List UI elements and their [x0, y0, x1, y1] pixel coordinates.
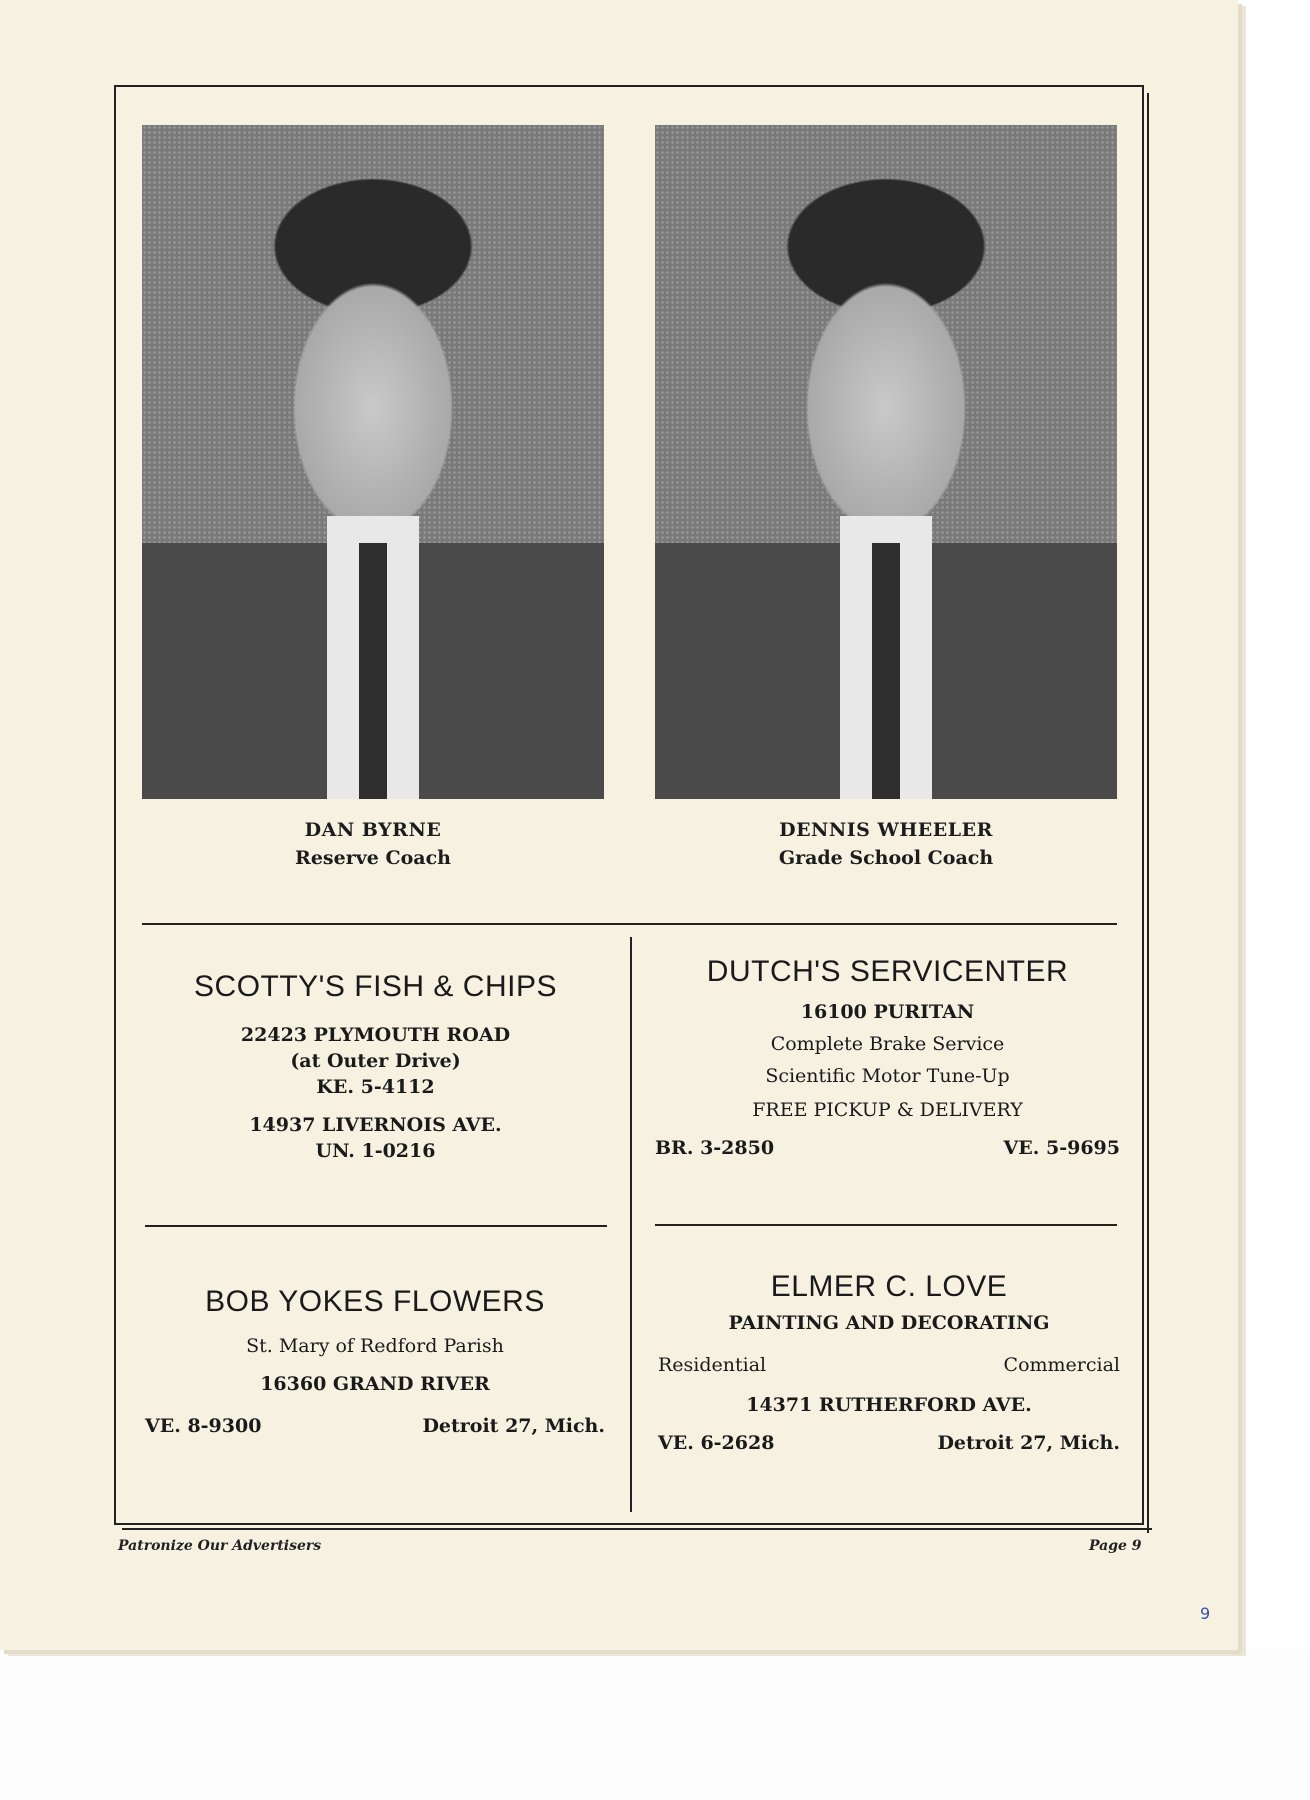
- ad-phone: VE. 6-2628: [658, 1432, 775, 1454]
- ad-phone: VE. 8-9300: [145, 1415, 262, 1437]
- ad-address: 14371 RUTHERFORD AVE.: [746, 1394, 1032, 1416]
- coach-caption-1: [142, 816, 604, 872]
- scanner-bed: [0, 1650, 1310, 1800]
- coach-photo-dan-byrne: [142, 125, 604, 799]
- ad-phone: KE. 5-4112: [316, 1076, 435, 1098]
- footer-patronize: Patronize Our Advertisers: [118, 1538, 322, 1554]
- ad-address: 14937 LIVERNOIS AVE.: [249, 1114, 502, 1136]
- ad-trade: PAINTING AND DECORATING: [728, 1312, 1050, 1334]
- coach-photo-dennis-wheeler: [655, 125, 1117, 799]
- ad-city: Detroit 27, Mich.: [937, 1432, 1120, 1454]
- ad-title: ELMER C. LOVE: [770, 1270, 1008, 1303]
- handwritten-page-number: 9: [1200, 1604, 1211, 1623]
- ad-scottys-fish-chips: [148, 970, 603, 1162]
- ad-bob-yokes-flowers: [145, 1285, 605, 1437]
- ad-service-line: Complete Brake Service: [770, 1033, 1005, 1055]
- coach-caption-2: [655, 816, 1117, 872]
- ad-category-right: Commercial: [1003, 1354, 1120, 1376]
- ad-phone: BR. 3-2850: [655, 1137, 775, 1159]
- divider-top: [142, 923, 1117, 925]
- ad-city: Detroit 27, Mich.: [422, 1415, 605, 1437]
- ad-service-line: Scientific Motor Tune-Up: [765, 1065, 1010, 1087]
- ad-address-note: (at Outer Drive): [290, 1050, 461, 1072]
- ad-parish: St. Mary of Redford Parish: [246, 1335, 504, 1357]
- footer-page-number: Page 9: [1089, 1538, 1142, 1554]
- divider-right-middle: [655, 1224, 1117, 1226]
- ad-service-line: FREE PICKUP & DELIVERY: [752, 1099, 1023, 1121]
- divider-left-middle: [145, 1225, 607, 1227]
- ad-phone: VE. 5-9695: [1003, 1137, 1120, 1159]
- coach-name: DENNIS WHEELER: [779, 819, 993, 841]
- divider-vertical: [630, 937, 632, 1512]
- ad-address: 16100 PURITAN: [800, 1001, 975, 1023]
- coach-title: Reserve Coach: [295, 847, 451, 869]
- coach-title: Grade School Coach: [778, 847, 994, 869]
- ad-title: DUTCH'S SERVICENTER: [706, 955, 1069, 988]
- ad-elmer-c-love: [658, 1270, 1120, 1454]
- ad-category-left: Residential: [658, 1354, 767, 1376]
- ad-address: 22423 PLYMOUTH ROAD: [240, 1024, 511, 1046]
- ad-dutchs-servicenter: [655, 955, 1120, 1159]
- ad-address: 16360 GRAND RIVER: [260, 1373, 490, 1395]
- ad-title: SCOTTY'S FISH & CHIPS: [194, 970, 557, 1003]
- ad-phone: UN. 1-0216: [315, 1140, 436, 1162]
- coach-name: DAN BYRNE: [304, 819, 442, 841]
- ad-title: BOB YOKES FLOWERS: [205, 1285, 545, 1318]
